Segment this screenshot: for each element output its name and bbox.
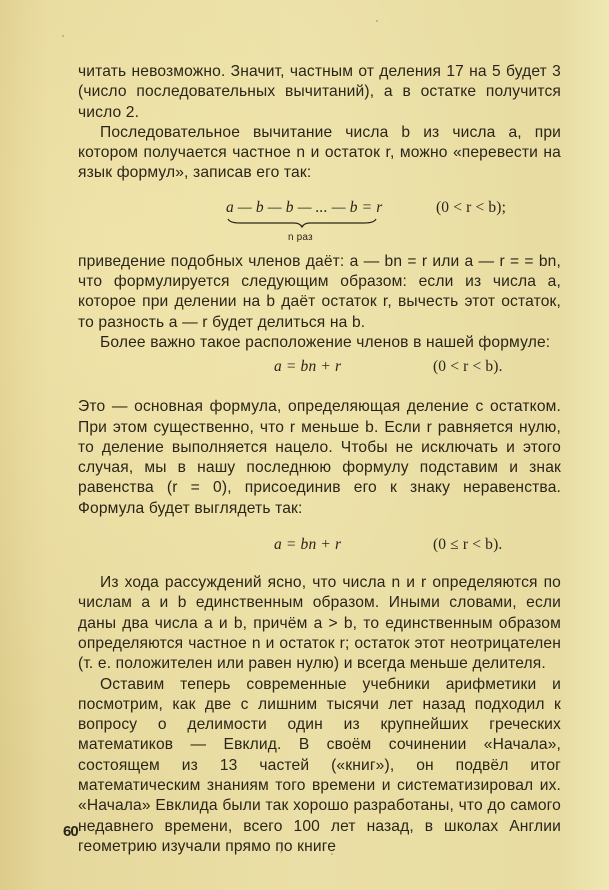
paragraph-important-arrangement: Более важно такое расположение членов в нашей формуле: (100, 333, 551, 351)
formula-condition: (0 < r < b). (433, 358, 503, 376)
underbrace-icon (226, 218, 378, 228)
paragraph-subtraction: Последовательное вычитание числа b из числа a, при котором получается частное n и остаток r, можно «перевести на язык формул», записав его так: (78, 123, 561, 182)
formula-expression: a — b — b — ... — b = r (226, 198, 383, 216)
formula-expression: a = bn + r (274, 536, 342, 554)
paper-speck (376, 20, 378, 22)
formula-repeated-subtraction (78, 194, 561, 252)
paragraph-like-terms: приведение подобных членов даёт: a — bn = r или a — r = = bn, что формулируется следующим образом: если из числа a, которое при делении на b даёт остаток r, вычесть этот остаток, то разность a — r будет делиться на b. (78, 252, 561, 331)
paragraph-continuation: читать невозможно. Значит, частным от деления 17 на 5 будет 3 (число последовательных вычитаний), а в остатке получится число 2. (78, 63, 561, 121)
formula-expression: a = bn + r (274, 358, 342, 376)
formula-condition: (0 ≤ r < b). (433, 536, 503, 554)
paragraph-basic-formula: Это — основная формула, определяющая деление с остатком. При этом существенно, что r меньше b. Если r равняется нулю, то деление выполняется нацело. Чтобы не исключать и этого случая, мы в нашу последнюю формулу подставим и знак равенства (r = 0), присоединив его к знаку неравенства. Формула будет выглядеть так: (78, 398, 561, 517)
page-number: 60 (63, 823, 78, 840)
paragraph-uniqueness: Из хода рассуждений ясно, что числа n и r определяются по числам a и b единственным образом. Иными словами, если даны два числа a и b, причём a > b, то единственным образом определяются частное n и остаток r; остаток этот неотрицателен (т. е. положителен или равен нулю) и всегда меньше делителя. (78, 574, 561, 673)
paragraph-euclid: Оставим теперь современные учебники арифметики и посмотрим, как две с лишним тысячи лет назад подходил к вопросу о делимости один из крупнейших греческих математиков — Евклид. В своём сочинении «Начала», состоящем из 13 частей («книг»), он подвёл итог математическим знаниям того времени и систематизировал их. «Начала» Евклида были так хорошо разработаны, что до самого недавнего времени, всего 100 лет назад, в школах Англии геометрию изучали прямо по книге (78, 675, 561, 855)
formula-condition: (0 < r < b); (436, 198, 507, 216)
formula-division-strict (78, 353, 561, 389)
paper-speck (62, 35, 64, 37)
body-text (78, 62, 561, 857)
brace-label: n раз (288, 231, 313, 243)
formula-division-final (78, 529, 561, 573)
